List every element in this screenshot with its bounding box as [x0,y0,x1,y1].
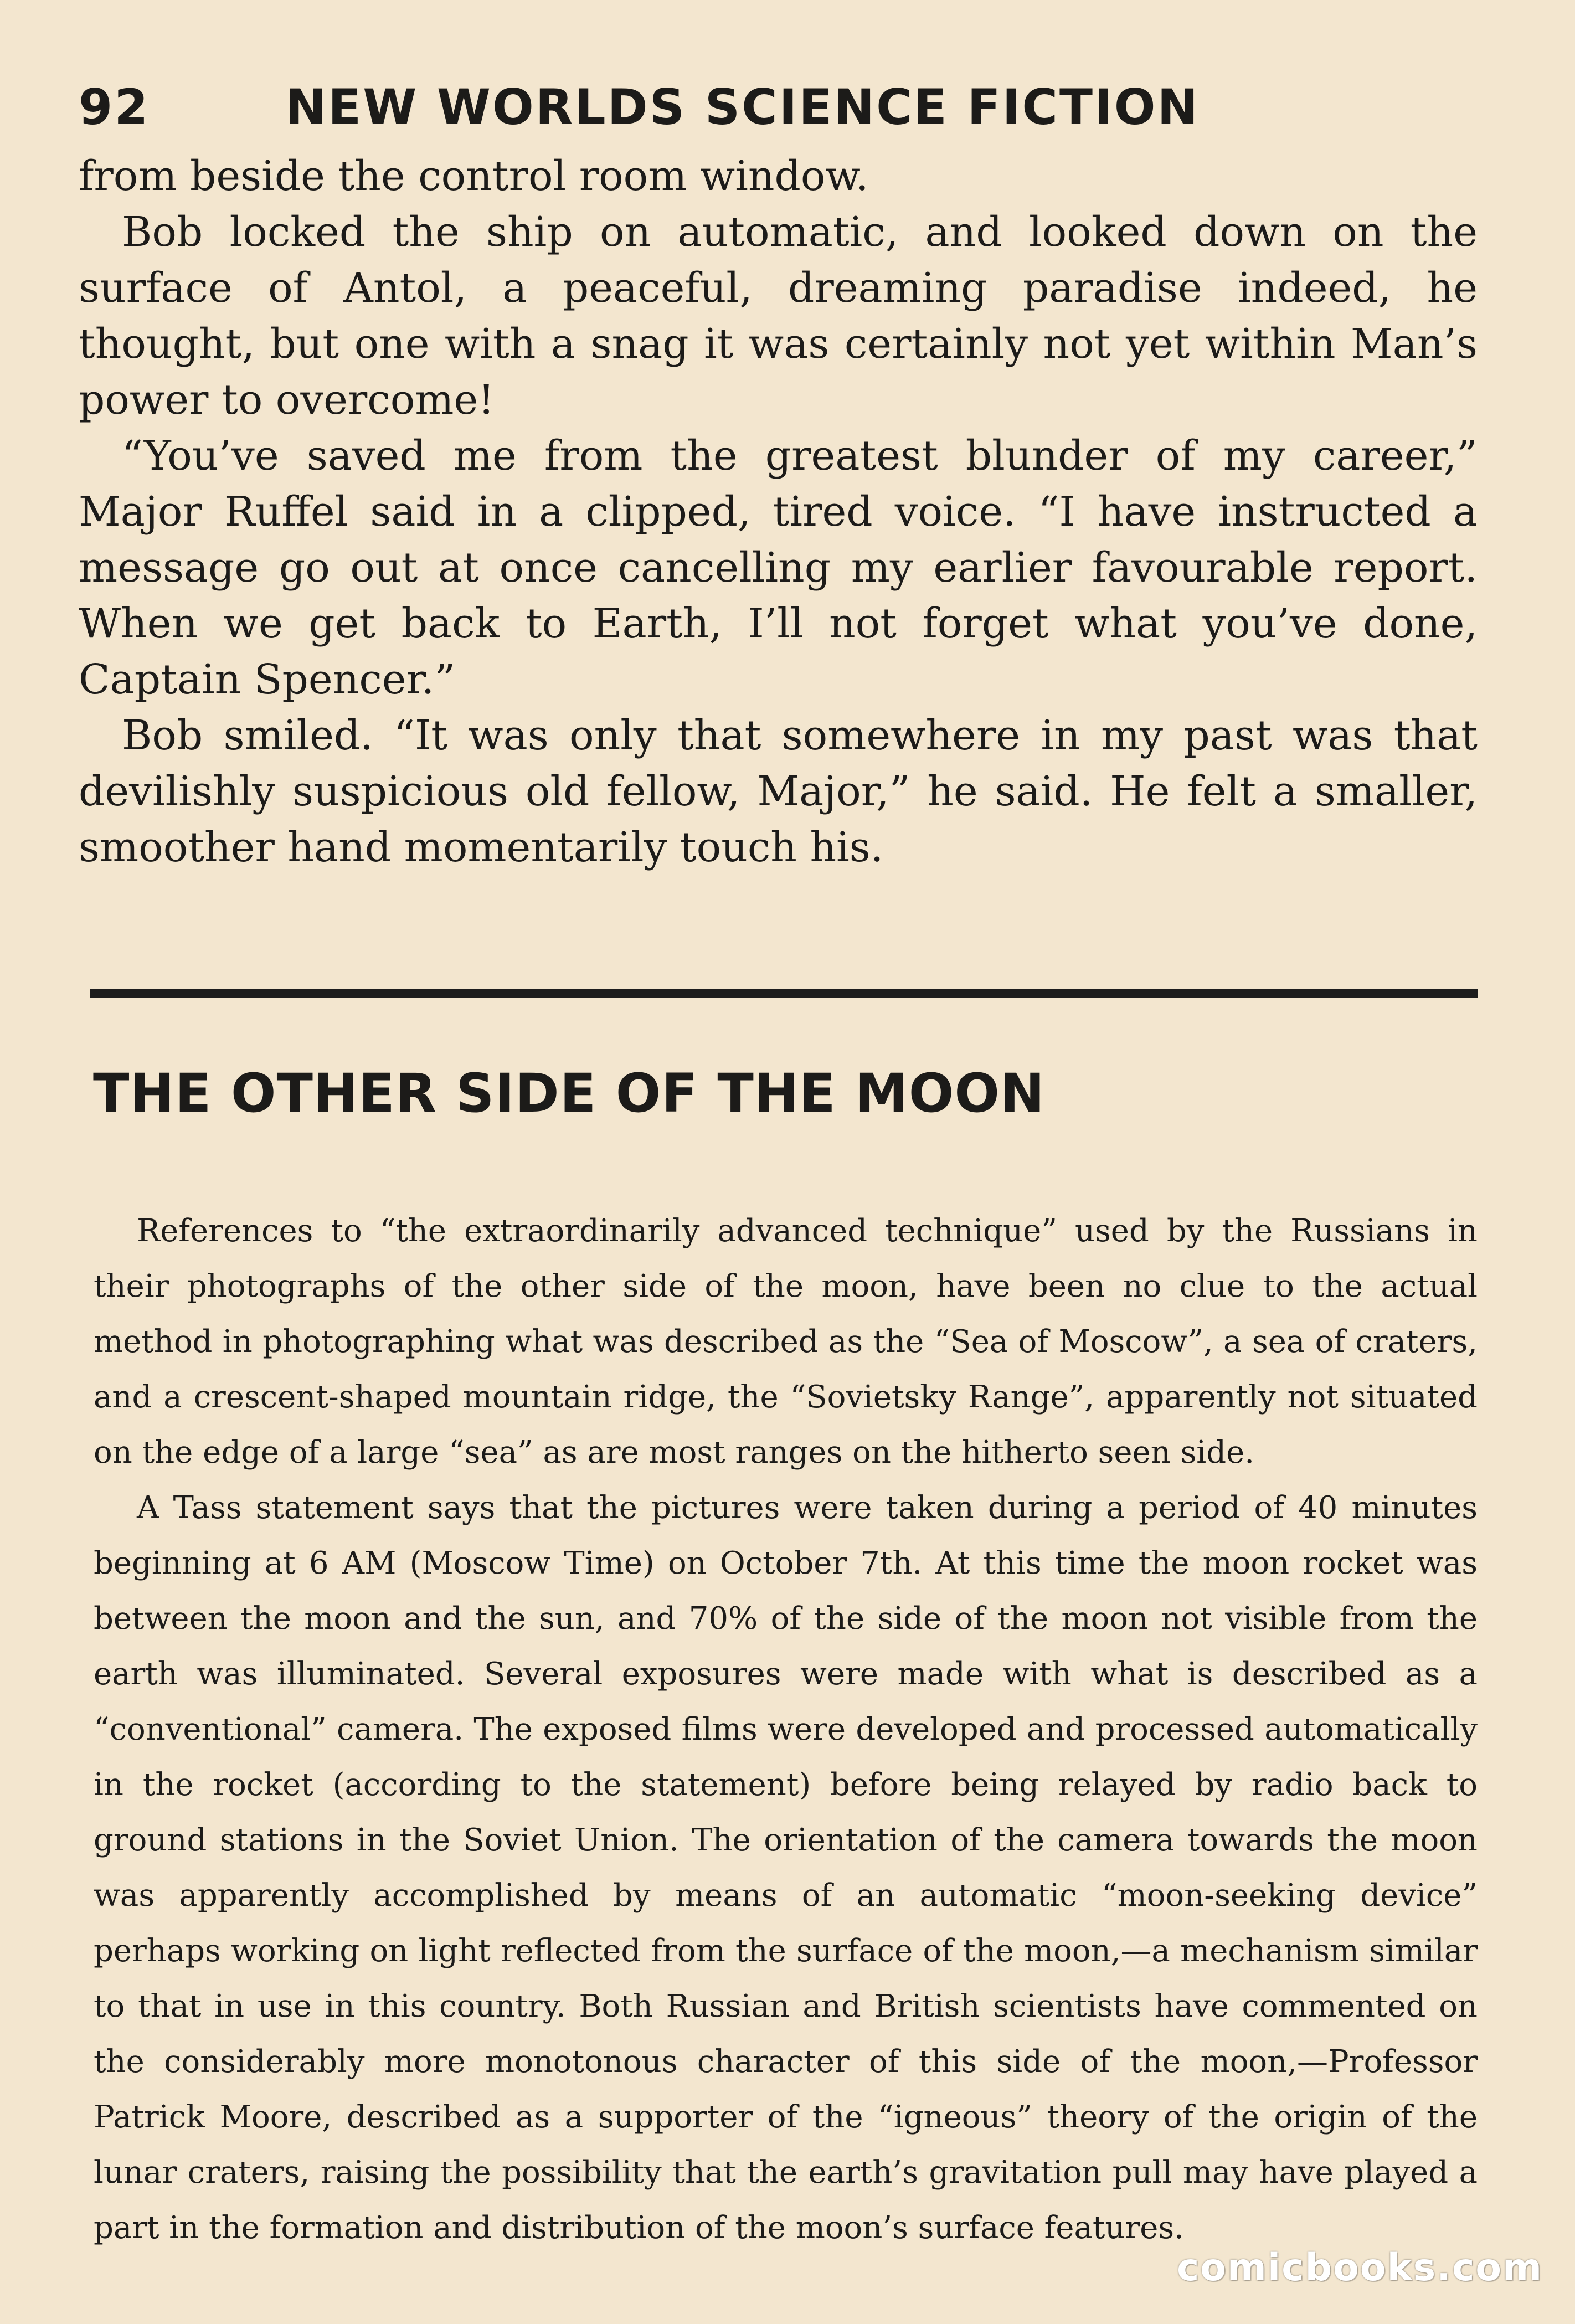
page-number: 92 [79,79,150,136]
article-paragraph: A Tass statement says that the pictures were taken during a period of 40 minutes beginning at 6 AM (Moscow Time) on October 7th. At this time the moon rocket was between the moon and the sun, and 70% of the side of the moon not visible from the earth was illuminated. Several exposures were made with what is described as a “conventional” camera. The exposed films were developed and processed automatically in the rocket (according to the statement) before being relayed by radio back to ground stations in the Soviet Union. The orientation of the camera towards the moon was apparently accomplished by means of an automatic “moon-seeking device” perhaps working on light reflected from the surface of the moon,—a mechanism similar to that in use in this country. Both Russian and British scientists have commented on the considerably more monotonous character of this side of the moon,—Professor Patrick Moore, described as a supporter of the “igneous” theory of the origin of the lunar craters, raising the possibility that the earth’s gravitation pull may have played a part in the formation and distribution of the moon’s surface features. [94,1489,1478,2246]
publication-title: NEW WORLDS SCIENCE FICTION [285,79,1200,136]
article-body [94,1204,1478,2256]
story-text [79,148,1478,876]
article-paragraph: References to “the extraordinarily advanced technique” used by the Russians in their photographs of the other side of the moon, have been no clue to the actual method in photographing what was described as the “Sea of Moscow”, a sea of craters, and a crescent-shaped mountain ridge, the “Sovietsky Range”, apparently not situated on the edge of a large “sea” as are most ranges on the hitherto seen side. [94,1212,1478,1471]
section-divider [90,989,1478,998]
story-paragraph: “You’ve saved me from the greatest blunder of my career,” Major Ruffel said in a clipped, tired voice. “I have instructed a message go out at once cancelling my earlier favourable report. When we get back to Earth, I’ll not forget what you’ve done, Captain Spencer.” [79,432,1478,703]
site-watermark: comicbooks.com [1176,2246,1543,2290]
article-title: THE OTHER SIDE OF THE MOON [93,1062,1046,1124]
story-paragraph: Bob locked the ship on automatic, and looked down on the surface of Antol, a peaceful, dreaming paradise indeed, he thought, but one with a snag it was certainly not yet within Man’s power to overcome! [79,208,1478,424]
running-header [79,79,1478,136]
story-paragraph: from beside the control room window. [79,152,869,200]
story-paragraph: Bob smiled. “It was only that somewhere in my past was that devilishly suspicious old fellow, Major,” he said. He felt a smaller, smoother hand momentarily touch his. [79,712,1478,871]
